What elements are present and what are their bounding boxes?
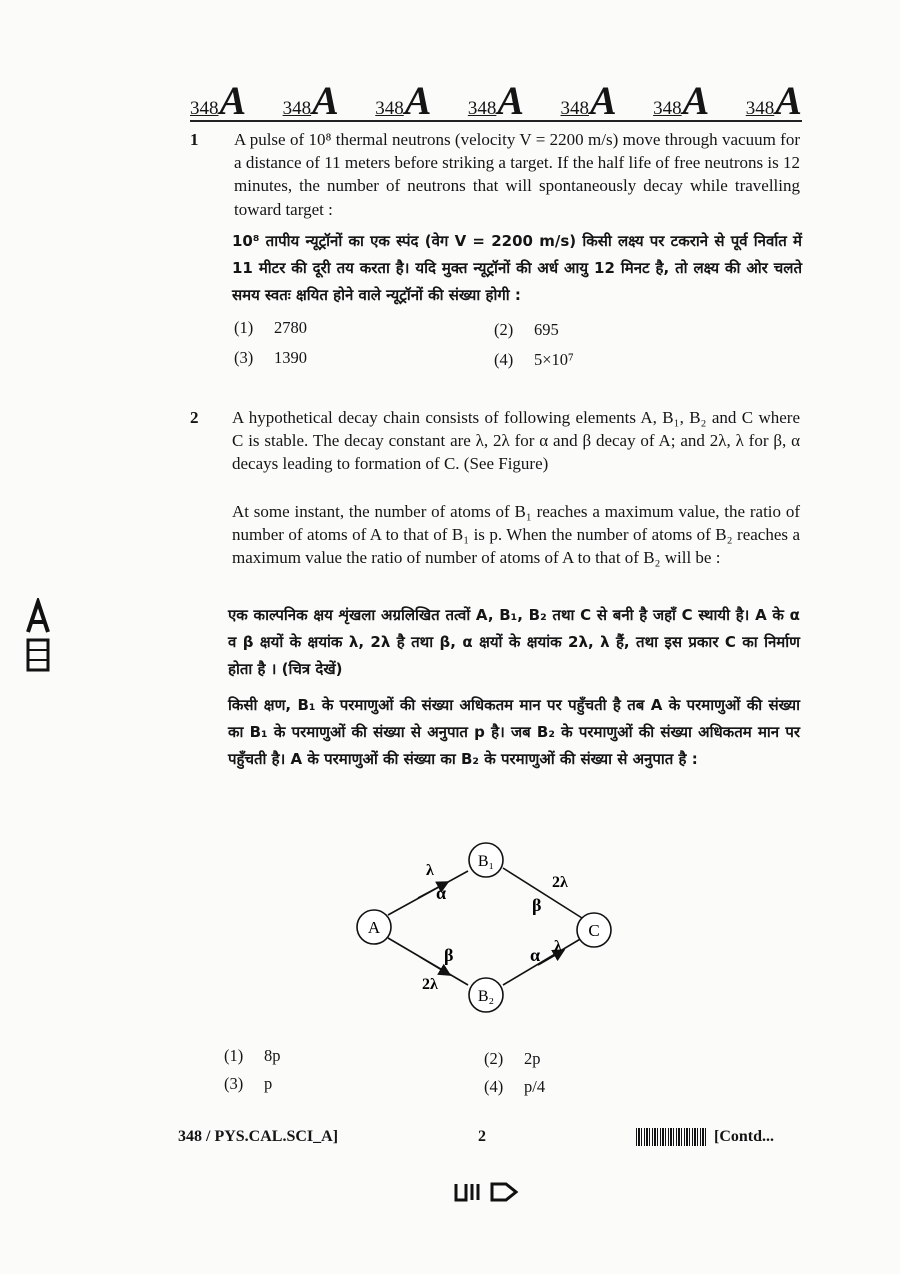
option-number: (4): [494, 350, 514, 369]
question-1-number: 1: [190, 130, 199, 149]
question-2-option-2: [484, 1049, 541, 1069]
option-text: 695: [534, 320, 559, 339]
option-text: 5×10⁷: [534, 350, 574, 369]
header-code-2: [282, 78, 339, 123]
question-2-number: 2: [190, 408, 199, 427]
header-code-4: [467, 78, 525, 123]
option-text: p: [264, 1074, 273, 1093]
option-text: 1390: [274, 348, 307, 367]
question-1-option-3: [234, 348, 307, 368]
header-code-letter: A: [497, 78, 525, 123]
question-1-option-1: [234, 318, 307, 338]
paper-code-header: [190, 80, 802, 122]
node-b1-label: B₁: [477, 853, 495, 870]
question-2-option-3: [224, 1074, 272, 1094]
option-number: (1): [224, 1046, 244, 1065]
node-b2-label: B₂: [477, 988, 495, 1005]
barcode-icon: [636, 1128, 708, 1146]
a-b2-rate-label: 2λ: [422, 976, 438, 993]
bottom-scribble-mark-icon: [452, 1180, 532, 1204]
header-code-letter: A: [219, 78, 247, 123]
header-code-1: [190, 78, 247, 123]
question-1-hindi: 10⁸ तापीय न्यूट्रॉनों का एक स्पंद (वेग V = 2200 m/s) किसी लक्ष्य पर टकराने से पूर्व निर्वात में 11 मीटर की दूरी तय करता है। यदि मुक्त न्यूट्रॉनों की अर्ध आयु 12 मिनट है, तो लक्ष्य की ओर चलते समय स्वतः क्षयित होने वाले न्यूट्रॉनों की संख्या होगी :: [232, 232, 802, 304]
a-b2-decay-label: β: [444, 945, 454, 965]
node-a-label: A: [367, 918, 381, 937]
footer-contd: [636, 1128, 774, 1146]
question-2-english-part-2: At some instant, the number of atoms of B₁ reaches a maximum value, the ratio of number of atoms of A to that of B₁ is p. When the number of atoms of B₂ reaches a maximum value the ratio of number of atoms of A to that of B₂ will be :: [232, 502, 800, 568]
question-1-english: A pulse of 10⁸ thermal neutrons (velocity V = 2200 m/s) move through vacuum for a distance of 11 meters before striking a target. If the half life of free neutrons is 12 minutes, the number of neutrons that will spontaneously decay while travelling toward target :: [234, 130, 800, 219]
footer-paper-code: 348 / PYS.CAL.SCI_A]: [178, 1128, 339, 1145]
option-text: 2780: [274, 318, 307, 337]
a-b1-decay-label: α: [436, 883, 447, 903]
contd-label: [Contd...: [714, 1128, 775, 1145]
question-2-english-part-1: A hypothetical decay chain consists of following elements A, B₁, B₂ and C where C is stable. The decay constant are λ, 2λ for α and β decay of A; and 2λ, λ for β, α decays leading to formation of C. (See Figure): [232, 408, 800, 474]
option-number: (4): [484, 1077, 504, 1096]
option-text: p/4: [524, 1077, 546, 1096]
header-code-number: 348: [282, 98, 312, 119]
b2-c-rate-label: λ: [554, 938, 562, 955]
header-code-6: [653, 78, 710, 123]
a-b1-rate-label: λ: [426, 862, 434, 879]
header-code-number: 348: [653, 98, 682, 119]
header-code-letter: A: [312, 78, 339, 123]
header-code-number: 348: [560, 98, 589, 119]
footer-page-number: 2: [478, 1128, 486, 1145]
option-number: (3): [234, 348, 254, 367]
header-code-number: 348: [375, 98, 404, 119]
edge-b1-c: [503, 868, 582, 918]
header-code-letter: A: [404, 78, 432, 123]
header-code-letter: A: [590, 78, 617, 123]
question-2-hindi-part-1: एक काल्पनिक क्षय शृंखला अग्रलिखित तत्वों A, B₁, B₂ तथा C से बनी है जहाँ C स्थायी है। A के α व β क्षयों के क्षयांक λ, 2λ है तथा β, α क्षयों के क्षयांक 2λ, λ हैं, तथा इस प्रकार C का निर्माण होता है । (चित्र देखें): [228, 606, 800, 678]
question-1-option-2: [494, 320, 559, 340]
question-2-option-4: [484, 1077, 545, 1097]
header-code-number: 348: [467, 98, 497, 119]
question-2-hindi-part-2: किसी क्षण, B₁ के परमाणुओं की संख्या अधिकतम मान पर पहुँचती है तब A के परमाणुओं की संख्या का B₁ के परमाणुओं की संख्या से अनुपात p है। जब B₂ के परमाणुओं की संख्या अधिकतम मान पर पहुँचती है। A के परमाणुओं की संख्या का B₂ के परमाणुओं की संख्या से अनुपात है :: [228, 696, 800, 768]
margin-booklet-mark-icon: [22, 598, 54, 678]
node-c-label: C: [588, 921, 600, 940]
option-text: 2p: [524, 1049, 541, 1068]
option-text: 8p: [264, 1046, 281, 1065]
question-2-option-1: [224, 1046, 281, 1066]
b1-c-rate-label: 2λ: [552, 874, 568, 891]
header-code-7: [745, 78, 802, 123]
b1-c-decay-label: β: [532, 895, 542, 915]
option-number: (3): [224, 1074, 244, 1093]
header-code-letter: A: [682, 78, 710, 123]
option-number: (1): [234, 318, 254, 337]
header-code-number: 348: [190, 98, 219, 119]
question-1-option-4: [494, 350, 574, 370]
b2-c-decay-label: α: [530, 945, 541, 965]
header-code-letter: A: [775, 78, 802, 123]
header-code-number: 348: [745, 98, 775, 119]
option-number: (2): [484, 1049, 504, 1068]
decay-chain-figure: [340, 835, 630, 1015]
header-code-5: [560, 78, 617, 123]
option-number: (2): [494, 320, 514, 339]
header-code-3: [375, 78, 432, 123]
